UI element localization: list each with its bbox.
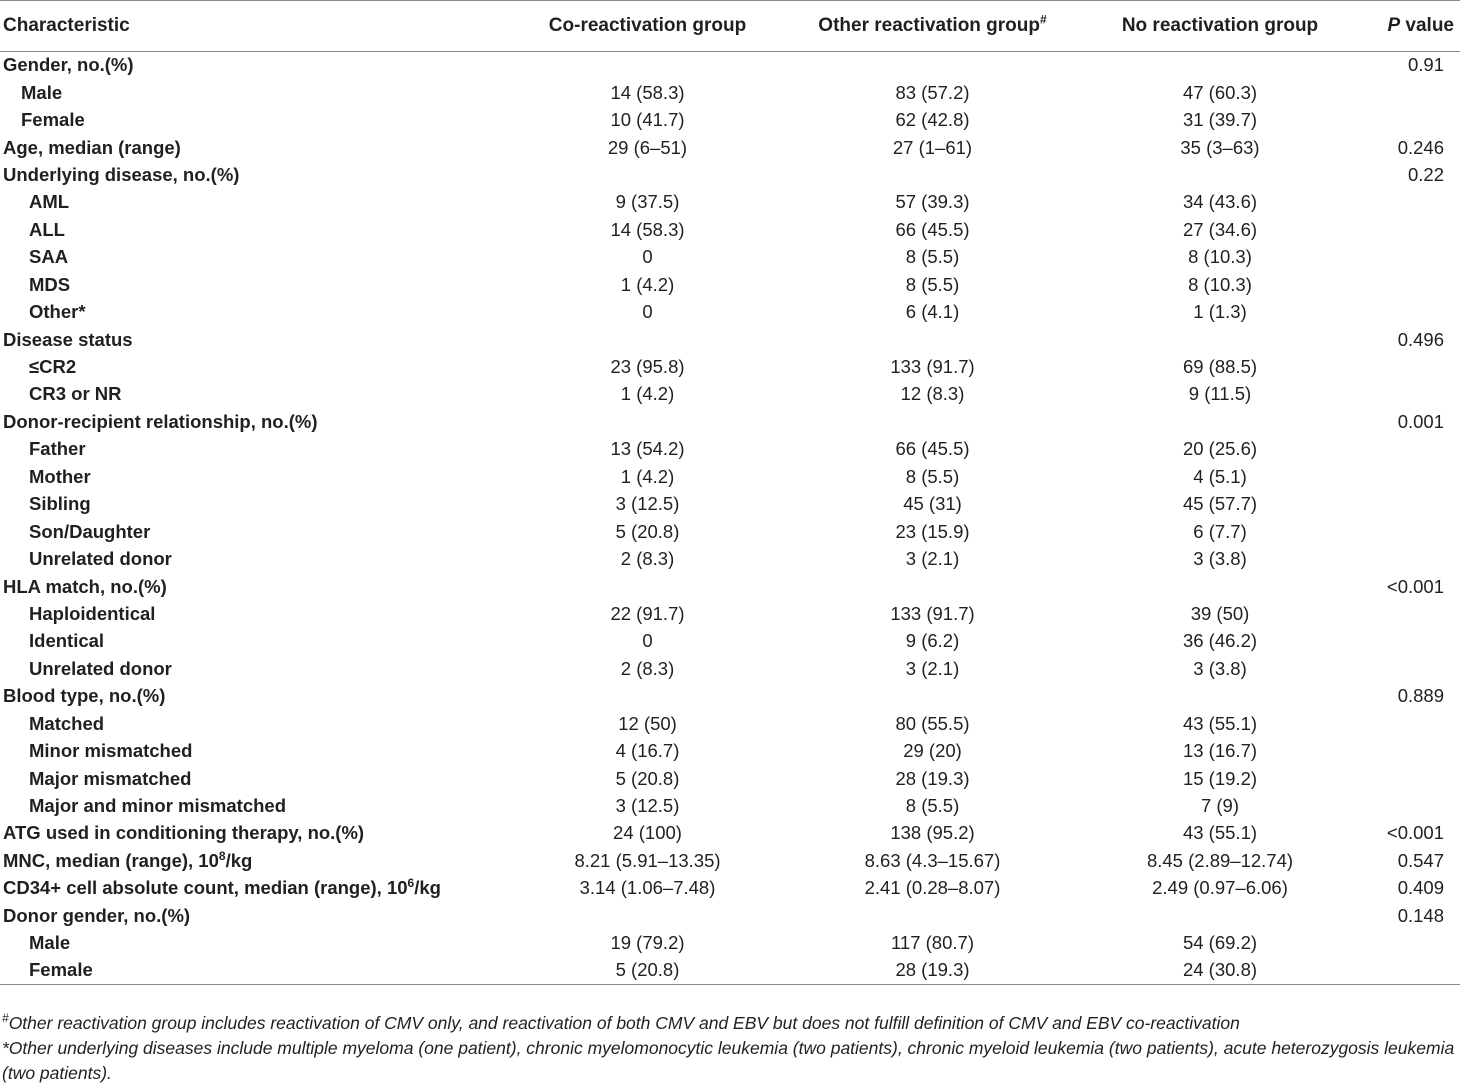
cell-no-reactivation: [1075, 52, 1365, 79]
cell-no-reactivation: 13 (16.7): [1182, 740, 1258, 762]
cell-other-reactivation: 66 (45.5): [895, 218, 970, 240]
table-row: [0, 683, 1460, 710]
cell-co-reactivation: [505, 902, 790, 929]
cell-no-reactivation: 43 (55.1): [1182, 822, 1258, 844]
header-p-letter: P: [1387, 15, 1401, 36]
row-label: [0, 381, 505, 408]
cell-other-reactivation: 117 (80.7): [891, 932, 974, 954]
cell-no-reactivation: 3 (3.8): [1193, 548, 1247, 570]
cell-p-value: [1365, 381, 1460, 408]
cell-co-reactivation: 0: [642, 630, 653, 652]
cell-no-reactivation: 8 (10.3): [1188, 273, 1252, 295]
row-label-text: MNC, median (range), 10: [3, 849, 219, 871]
cell-co-reactivation: [505, 408, 790, 435]
cell-p-value: 0.148: [1397, 904, 1444, 926]
table-row: [0, 244, 1460, 271]
table-row: [0, 957, 1460, 984]
table-row: [0, 792, 1460, 819]
cell-other-reactivation: [790, 408, 1075, 435]
row-label-text: Unrelated donor: [29, 657, 172, 679]
row-label-text: Donor gender, no.(%): [3, 904, 191, 926]
row-label-text: Mother: [29, 465, 91, 487]
table-row: [0, 52, 1460, 79]
cell-p-value: 0.91: [1407, 54, 1444, 76]
table-row: [0, 106, 1460, 133]
cell-no-reactivation: 34 (43.6): [1182, 191, 1258, 213]
cell-no-reactivation: 35 (3–63): [1180, 136, 1260, 158]
header-other-reactivation: [790, 1, 1075, 52]
cell-other-reactivation: 27 (1–61): [892, 136, 973, 158]
row-label-text: Gender, no.(%): [3, 54, 134, 76]
cell-p-value: [1365, 244, 1460, 271]
cell-other-reactivation: [790, 326, 1075, 353]
row-label: [0, 902, 505, 929]
cell-p-value: [1365, 79, 1460, 106]
cell-other-reactivation: 28 (19.3): [790, 957, 1075, 984]
table-row: [0, 573, 1460, 600]
row-label-text: CD34+ cell absolute count, median (range), 10: [3, 877, 408, 899]
cell-other-reactivation: 23 (15.9): [895, 520, 970, 542]
cell-no-reactivation: [1075, 683, 1365, 710]
row-label-exponent: 6: [407, 876, 415, 891]
table-row: [0, 847, 1460, 874]
cell-p-value: [1365, 298, 1460, 325]
table-footnotes: [0, 1011, 1460, 1086]
row-label: [0, 161, 505, 188]
row-label-text: HLA match, no.(%): [3, 575, 167, 597]
row-label-unit: /kg: [414, 877, 441, 899]
row-label-text: ATG used in conditioning therapy, no.(%): [3, 822, 365, 844]
row-label: [0, 463, 505, 490]
row-label-text: Unrelated donor: [29, 548, 172, 570]
table-row: [0, 134, 1460, 161]
cell-other-reactivation: 133 (91.7): [890, 602, 975, 624]
cell-co-reactivation: 0: [642, 301, 653, 323]
cell-no-reactivation: 6 (7.7): [1193, 520, 1247, 542]
row-label: [0, 408, 505, 435]
cell-p-value: 0.409: [1397, 877, 1444, 899]
cell-no-reactivation: 24 (30.8): [1075, 957, 1365, 984]
cell-other-reactivation: 8 (5.5): [905, 795, 960, 817]
cell-p-value: [1365, 271, 1460, 298]
row-label: [0, 792, 505, 819]
row-label: [0, 353, 505, 380]
row-label: [0, 545, 505, 572]
row-label: [0, 573, 505, 600]
table-row: [0, 381, 1460, 408]
row-label: [0, 271, 505, 298]
cell-other-reactivation: 45 (31): [903, 493, 962, 515]
footnote-other-group-text: Other reactivation group includes reactivation of CMV only, and reactivation of both CMV and EBV but does not fulfill definition of CMV and EBV co-reactivation: [8, 1013, 1240, 1033]
table-row: [0, 161, 1460, 188]
row-label: [0, 765, 505, 792]
cell-no-reactivation: [1075, 902, 1365, 929]
row-label-text: Major and minor mismatched: [29, 795, 286, 817]
row-label-text: Other*: [29, 301, 86, 323]
table-row: [0, 710, 1460, 737]
cell-co-reactivation: 2 (8.3): [620, 657, 675, 679]
row-label-text: Female: [21, 109, 85, 131]
row-label-text: Haploidentical: [29, 602, 156, 624]
cell-co-reactivation: 3.14 (1.06–7.48): [579, 877, 716, 899]
header-row: [0, 1, 1460, 52]
row-label: [0, 189, 505, 216]
cell-co-reactivation: [505, 161, 790, 188]
cell-p-value: [1365, 216, 1460, 243]
row-label-text: SAA: [29, 246, 69, 268]
cell-other-reactivation: [790, 683, 1075, 710]
cell-no-reactivation: 36 (46.2): [1182, 630, 1258, 652]
cell-p-value: [1365, 628, 1460, 655]
row-label: [0, 957, 505, 984]
row-label-text: Donor-recipient relationship, no.(%): [3, 410, 318, 432]
row-label: [0, 710, 505, 737]
cell-other-reactivation: 2.41 (0.28–8.07): [864, 877, 1001, 899]
cell-no-reactivation: 54 (69.2): [1182, 932, 1258, 954]
cell-co-reactivation: 0: [642, 246, 653, 268]
row-label: [0, 52, 505, 79]
cell-other-reactivation: 62 (42.8): [895, 109, 970, 131]
row-label-text: Major mismatched: [29, 767, 192, 789]
cell-other-reactivation: 8.63 (4.3–15.67): [864, 849, 1001, 871]
cell-no-reactivation: 47 (60.3): [1182, 81, 1258, 103]
table-row: [0, 765, 1460, 792]
row-label: [0, 326, 505, 353]
cell-p-value: [1365, 353, 1460, 380]
row-label: [0, 106, 505, 133]
cell-no-reactivation: [1075, 161, 1365, 188]
cell-co-reactivation: 9 (37.5): [615, 191, 680, 213]
cell-co-reactivation: 13 (54.2): [610, 438, 685, 460]
cell-no-reactivation: 9 (11.5): [1188, 383, 1252, 405]
cell-co-reactivation: 4 (16.7): [615, 740, 680, 762]
table-row: [0, 902, 1460, 929]
cell-co-reactivation: 29 (6–51): [607, 136, 688, 158]
cell-co-reactivation: 10 (41.7): [610, 109, 685, 131]
row-label-text: Matched: [29, 712, 105, 734]
row-label-text: Male: [29, 932, 71, 954]
cell-p-value: 0.001: [1397, 410, 1444, 432]
cell-no-reactivation: [1075, 326, 1365, 353]
cell-p-value: [1365, 957, 1460, 984]
cell-other-reactivation: [790, 161, 1075, 188]
row-label: [0, 683, 505, 710]
table-row: [0, 79, 1460, 106]
table-row: [0, 491, 1460, 518]
table-row: [0, 298, 1460, 325]
cell-no-reactivation: 27 (34.6): [1182, 218, 1258, 240]
cell-p-value: [1365, 518, 1460, 545]
table-row: [0, 271, 1460, 298]
cell-co-reactivation: 5 (20.8): [615, 767, 680, 789]
footnote-other-group: [0, 1011, 1460, 1036]
cell-no-reactivation: 31 (39.7): [1182, 109, 1258, 131]
table-row: [0, 737, 1460, 764]
cell-co-reactivation: 5 (20.8): [615, 520, 680, 542]
table-row: [0, 628, 1460, 655]
cell-no-reactivation: 4 (5.1): [1193, 465, 1247, 487]
row-label: [0, 847, 505, 874]
cell-p-value: 0.496: [1397, 328, 1444, 350]
cell-p-value: [1365, 491, 1460, 518]
row-label: [0, 298, 505, 325]
cell-co-reactivation: 5 (20.8): [505, 957, 790, 984]
row-label: [0, 518, 505, 545]
cell-p-value: 0.22: [1407, 163, 1444, 185]
table-row: [0, 518, 1460, 545]
row-label-text: Underlying disease, no.(%): [3, 163, 240, 185]
row-label: [0, 875, 505, 902]
table-body: [0, 52, 1460, 985]
row-label-text: Minor mismatched: [29, 740, 193, 762]
cell-p-value: 0.547: [1397, 849, 1444, 871]
table-header: [0, 1, 1460, 52]
cell-co-reactivation: 23 (95.8): [610, 356, 685, 378]
cell-other-reactivation: [790, 902, 1075, 929]
row-label-text: Blood type, no.(%): [3, 685, 166, 707]
cell-no-reactivation: 7 (9): [1200, 795, 1240, 817]
row-label-text: Female: [29, 959, 93, 981]
cell-no-reactivation: 20 (25.6): [1182, 438, 1258, 460]
footnote-mark: #: [2, 1011, 9, 1026]
table-row: [0, 436, 1460, 463]
cell-p-value: [1365, 545, 1460, 572]
row-label: [0, 216, 505, 243]
cell-no-reactivation: 39 (50): [1190, 602, 1250, 624]
row-label: [0, 79, 505, 106]
cell-co-reactivation: [505, 326, 790, 353]
cell-co-reactivation: 1 (4.2): [620, 465, 675, 487]
cell-other-reactivation: 3 (2.1): [905, 548, 960, 570]
cell-no-reactivation: 15 (19.2): [1182, 767, 1258, 789]
header-characteristic: Characteristic: [0, 1, 505, 52]
cell-other-reactivation: 8 (5.5): [905, 465, 960, 487]
cell-p-value: [1365, 463, 1460, 490]
row-label-text: MDS: [29, 273, 71, 295]
cell-co-reactivation: 3 (12.5): [615, 795, 680, 817]
cell-p-value: [1365, 737, 1460, 764]
cell-no-reactivation: 45 (57.7): [1182, 493, 1258, 515]
row-label: [0, 134, 505, 161]
cell-co-reactivation: 1 (4.2): [620, 273, 675, 295]
header-footnote-mark: #: [1040, 12, 1047, 27]
cell-p-value: 0.889: [1397, 685, 1444, 707]
cell-p-value: <0.001: [1386, 575, 1444, 597]
cell-other-reactivation: 28 (19.3): [895, 767, 970, 789]
cell-other-reactivation: 8 (5.5): [905, 246, 960, 268]
table-row: [0, 600, 1460, 627]
row-label-text: Father: [29, 438, 86, 460]
cell-co-reactivation: 14 (58.3): [610, 218, 685, 240]
cell-no-reactivation: 8.45 (2.89–12.74): [1146, 849, 1294, 871]
cell-other-reactivation: 12 (8.3): [900, 383, 965, 405]
cell-p-value: [1365, 710, 1460, 737]
row-label-text: Male: [21, 81, 63, 103]
cell-co-reactivation: 19 (79.2): [610, 932, 685, 954]
row-label: [0, 436, 505, 463]
cell-co-reactivation: 2 (8.3): [620, 548, 675, 570]
cell-co-reactivation: 14 (58.3): [610, 81, 685, 103]
cell-p-value: [1365, 189, 1460, 216]
row-label-text: ≤CR2: [29, 356, 77, 378]
row-label-text: Disease status: [3, 328, 133, 350]
header-p-value: [1365, 1, 1460, 52]
cell-p-value: [1365, 930, 1460, 957]
cell-other-reactivation: 9 (6.2): [905, 630, 960, 652]
footnote-other-diseases: *Other underlying diseases include multiple myeloma (one patient), chronic myelomonocytic leukemia (two patients), chronic myeloid leukemia (two patients), acute heterozygosis leukemia: [2, 1038, 1455, 1058]
cell-other-reactivation: [790, 573, 1075, 600]
cell-no-reactivation: [1075, 573, 1365, 600]
cell-other-reactivation: 133 (91.7): [890, 356, 975, 378]
row-label: [0, 244, 505, 271]
header-no-reactivation: No reactivation group: [1075, 1, 1365, 52]
cell-no-reactivation: 3 (3.8): [1193, 657, 1247, 679]
row-label-text: CR3 or NR: [29, 383, 122, 405]
header-p-rest: value: [1400, 15, 1454, 36]
table-row: [0, 326, 1460, 353]
cell-co-reactivation: [505, 52, 790, 79]
cell-p-value: [1365, 792, 1460, 819]
row-label-text: ALL: [29, 218, 65, 240]
cell-co-reactivation: 12 (50): [618, 712, 677, 734]
cell-other-reactivation: 6 (4.1): [905, 301, 960, 323]
row-label-text: AML: [29, 191, 70, 213]
row-label: [0, 655, 505, 682]
row-label: [0, 491, 505, 518]
cell-p-value: [1365, 765, 1460, 792]
cell-other-reactivation: 83 (57.2): [895, 81, 970, 103]
cell-p-value: [1365, 655, 1460, 682]
cell-co-reactivation: [505, 573, 790, 600]
cell-other-reactivation: 66 (45.5): [895, 438, 970, 460]
cell-other-reactivation: 3 (2.1): [905, 657, 960, 679]
cell-no-reactivation: 2.49 (0.97–6.06): [1152, 877, 1288, 899]
cell-co-reactivation: [505, 683, 790, 710]
table-row: [0, 545, 1460, 572]
cell-co-reactivation: 22 (91.7): [610, 602, 685, 624]
cell-co-reactivation: 3 (12.5): [615, 493, 680, 515]
row-label-text: Identical: [29, 630, 105, 652]
cell-co-reactivation: 8.21 (5.91–13.35): [574, 849, 721, 871]
cell-p-value: 0.246: [1397, 136, 1444, 158]
cell-no-reactivation: 8 (10.3): [1188, 246, 1252, 268]
table-row: [0, 655, 1460, 682]
cell-p-value: [1365, 600, 1460, 627]
row-label-text: Sibling: [29, 493, 91, 515]
table-row: [0, 930, 1460, 957]
row-label-text: Son/Daughter: [29, 520, 151, 542]
table-row: [0, 216, 1460, 243]
row-label: [0, 930, 505, 957]
cell-co-reactivation: 24 (100): [613, 822, 682, 844]
cell-p-value: [1365, 436, 1460, 463]
row-label-exponent: 8: [218, 848, 226, 863]
cell-other-reactivation: 80 (55.5): [895, 712, 970, 734]
cell-p-value: <0.001: [1386, 822, 1444, 844]
cell-co-reactivation: 1 (4.2): [620, 383, 675, 405]
row-label: [0, 628, 505, 655]
row-label: [0, 820, 505, 847]
table-row: [0, 463, 1460, 490]
row-label: [0, 737, 505, 764]
row-label-unit: /kg: [225, 849, 253, 871]
row-label: [0, 600, 505, 627]
cell-no-reactivation: [1075, 408, 1365, 435]
table-row: [0, 820, 1460, 847]
cell-other-reactivation: 57 (39.3): [895, 191, 970, 213]
table-row: [0, 875, 1460, 902]
cell-other-reactivation: 29 (20): [903, 740, 962, 762]
cell-no-reactivation: 43 (55.1): [1182, 712, 1258, 734]
row-label-text: Age, median (range): [3, 136, 181, 158]
cell-other-reactivation: 138 (95.2): [890, 822, 975, 844]
footnote-other-diseases-cont: (two patients).: [2, 1063, 112, 1083]
cell-no-reactivation: 69 (88.5): [1182, 356, 1258, 378]
cell-other-reactivation: [790, 52, 1075, 79]
table-row: [0, 353, 1460, 380]
table-row: [0, 408, 1460, 435]
table-row: [0, 189, 1460, 216]
cell-no-reactivation: 1 (1.3): [1193, 301, 1247, 323]
header-other-reactivation-label: Other reactivation group: [818, 15, 1040, 36]
cell-p-value: [1365, 106, 1460, 133]
header-co-reactivation: Co-reactivation group: [505, 1, 790, 52]
cell-other-reactivation: 8 (5.5): [905, 273, 960, 295]
